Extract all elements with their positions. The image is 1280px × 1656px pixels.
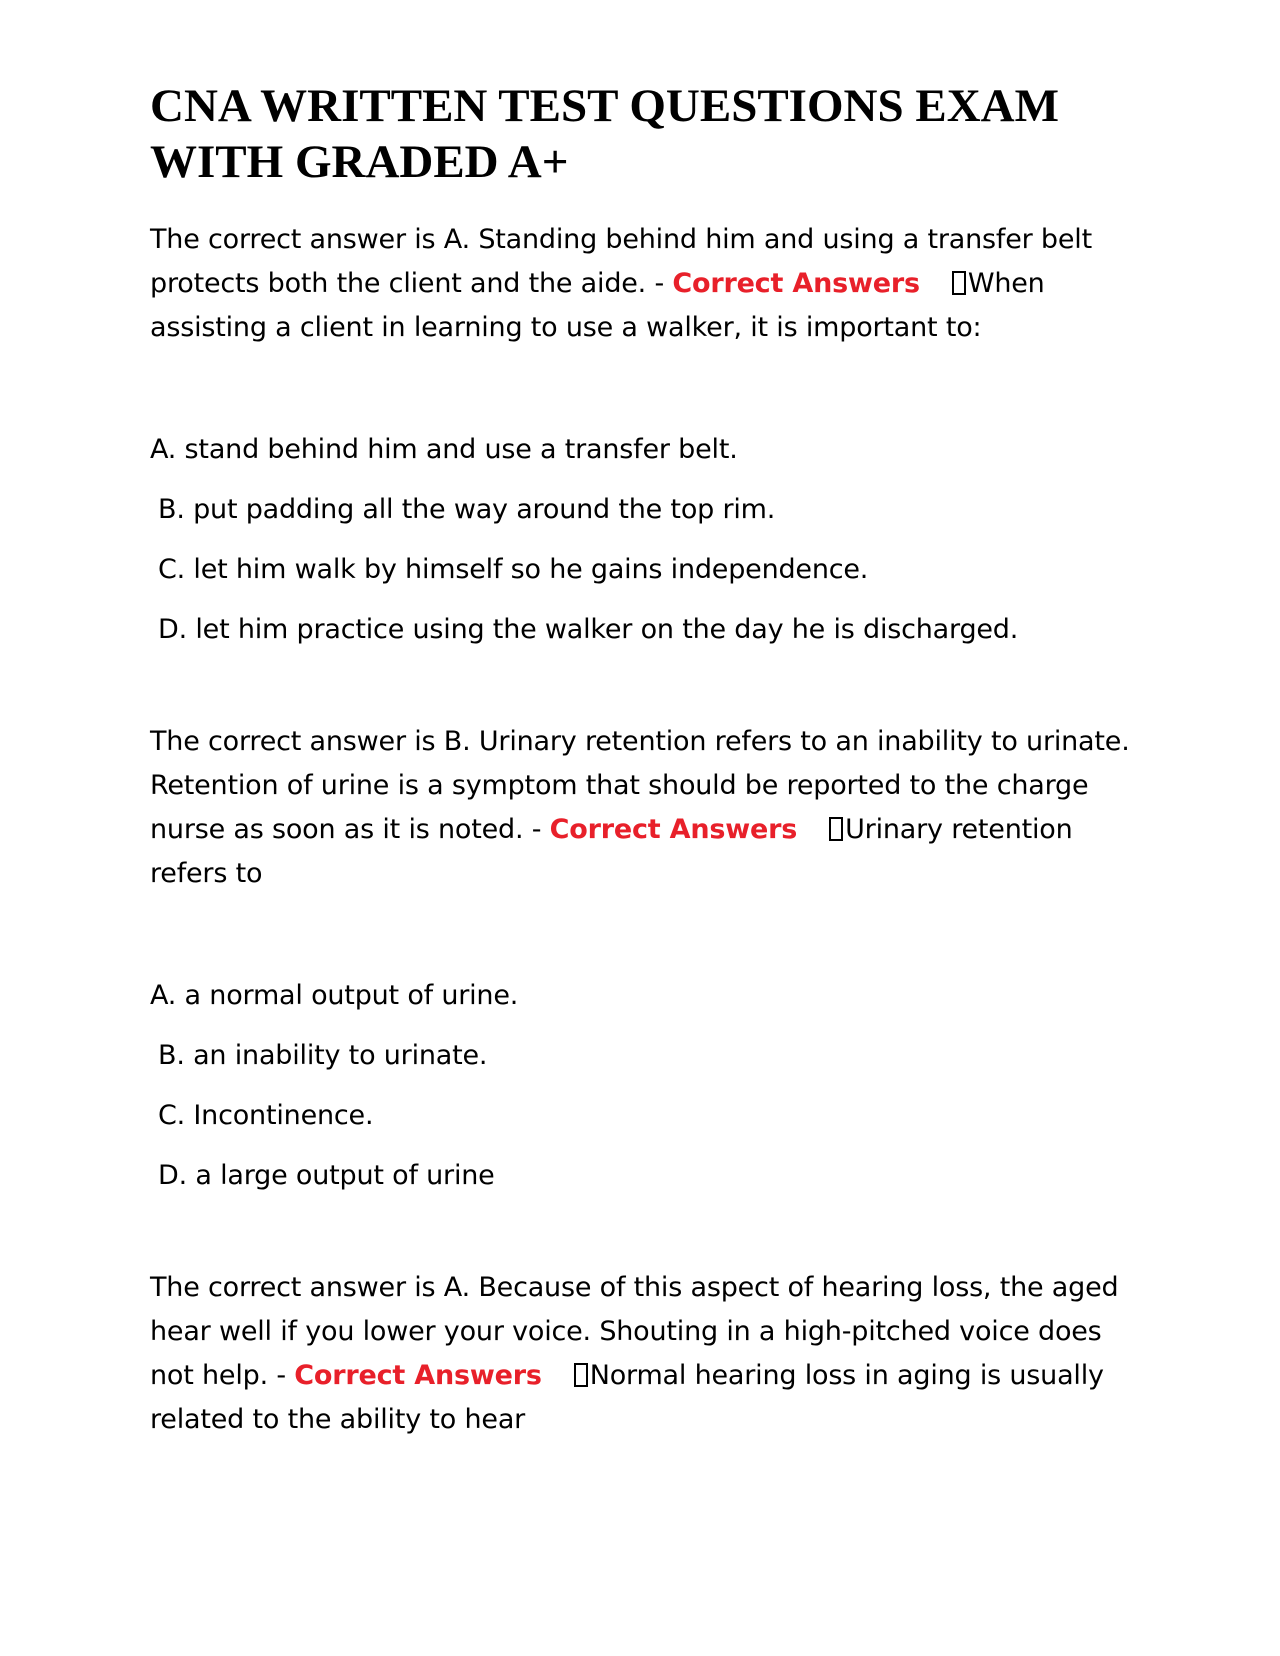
spacer <box>150 668 1150 720</box>
correct-answers-marker-1: Correct Answers <box>672 268 920 299</box>
correct-answers-marker-2: Correct Answers <box>549 814 798 845</box>
answer-explanation-2: The correct answer is B. Urinary retention refers to an inability to urinate. Retention of urine is a symptom that should be reported to the charge nurse as soon as it is noted. - <box>150 726 1130 845</box>
answer-explanation-3: The correct answer is A. Because of this aspect of hearing loss, the aged hear well if you lower your voice. Shouting in a high-pitched voice does not help. - <box>150 1272 1119 1391</box>
missing-glyph-icon <box>574 1363 588 1387</box>
spacer <box>150 1214 1150 1266</box>
answer-question-paragraph-2 <box>150 720 1150 896</box>
option-1c: C. let him walk by himself so he gains independence. <box>158 554 869 585</box>
spacer <box>150 350 1150 428</box>
question-text-3: Normal hearing loss in aging is usually related to the ability to hear <box>150 1360 1104 1435</box>
option-1b: B. put padding all the way around the top rim. <box>158 494 776 525</box>
option-2d: D. a large output of urine <box>158 1160 495 1191</box>
question-text-2: Urinary retention refers to <box>150 814 1073 889</box>
document-title: CNA WRITTEN TEST QUESTIONS EXAM WITH GRADED A+ <box>150 80 1059 188</box>
option-2c: C. Incontinence. <box>158 1100 374 1131</box>
option-list-1 <box>150 428 1150 652</box>
answer-explanation-1: The correct answer is A. Standing behind him and using a transfer belt protects both the client and the aide. - <box>150 224 1092 299</box>
option-list-2 <box>150 974 1150 1198</box>
answer-question-paragraph-1 <box>150 218 1150 350</box>
missing-glyph-icon <box>952 271 966 295</box>
option-1a: A. stand behind him and use a transfer belt. <box>150 434 738 465</box>
question-text-1: When assisting a client in learning to use a walker, it is important to: <box>150 268 1045 343</box>
option-2b: B. an inability to urinate. <box>158 1040 488 1071</box>
answer-question-paragraph-3 <box>150 1266 1150 1442</box>
correct-answers-marker-3: Correct Answers <box>294 1360 542 1391</box>
option-2a: A. a normal output of urine. <box>150 980 519 1011</box>
spacer <box>150 896 1150 974</box>
document-content <box>150 78 1150 1442</box>
missing-glyph-icon <box>829 817 843 841</box>
option-1d: D. let him practice using the walker on the day he is discharged. <box>158 614 1019 645</box>
